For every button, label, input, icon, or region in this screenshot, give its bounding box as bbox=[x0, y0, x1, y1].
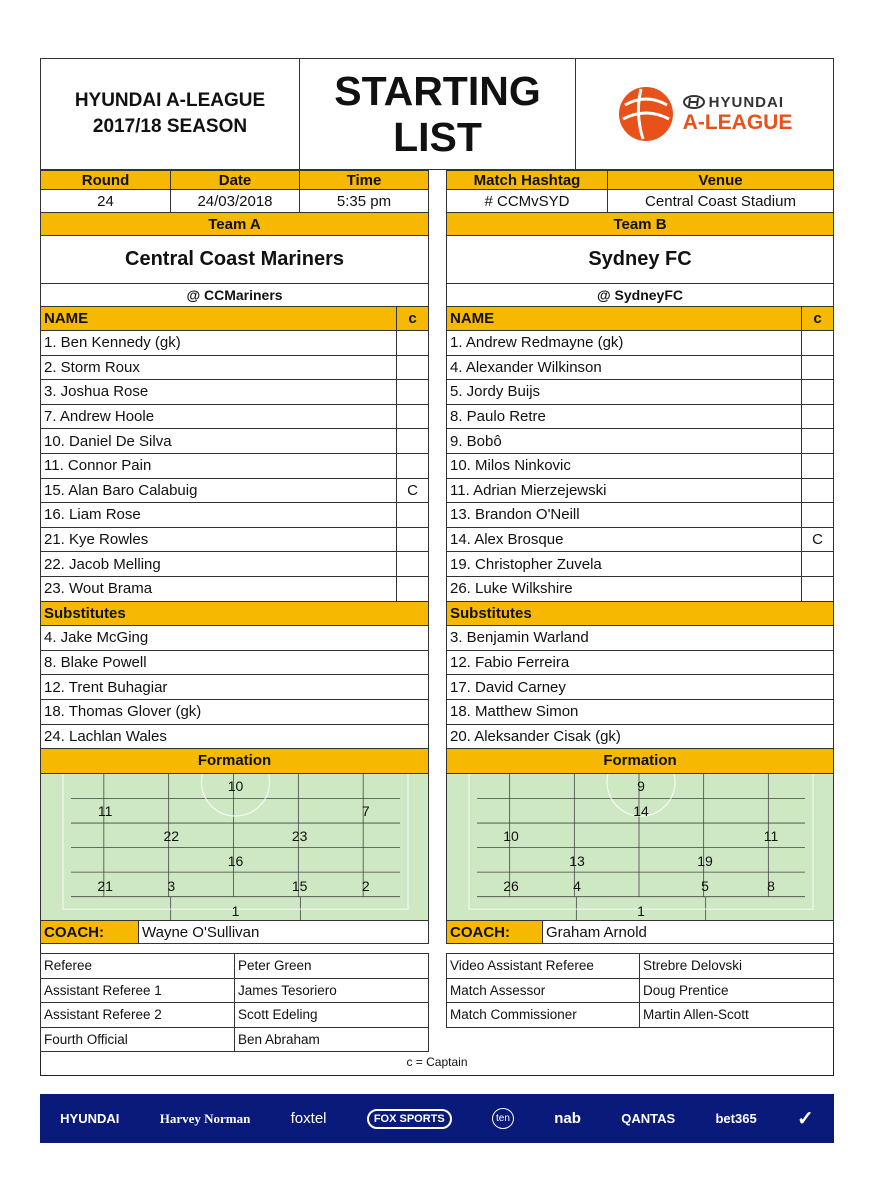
team-b-formation-player-number: 26 bbox=[503, 877, 519, 894]
sponsor-hyundai: HYUNDAI bbox=[60, 1111, 120, 1126]
document-title-line2: LIST bbox=[393, 114, 482, 160]
team-b-player-row: 1. Andrew Redmayne (gk) bbox=[446, 330, 802, 356]
team-b-formation-pitch bbox=[446, 773, 834, 921]
date-label: Date bbox=[170, 170, 300, 190]
team-b-handle: @ SydneyFC bbox=[446, 283, 834, 307]
team-b-sub-row: 20. Aleksander Cisak (gk) bbox=[446, 724, 834, 750]
venue-label: Venue bbox=[607, 170, 834, 190]
team-b-player-row: 11. Adrian Mierzejewski bbox=[446, 478, 802, 504]
team-a-formation-player-number: 1 bbox=[231, 902, 240, 919]
team-a-captain-cell bbox=[396, 502, 429, 528]
team-a-formation-pitch bbox=[40, 773, 429, 921]
team-b-player-row: 9. Bobô bbox=[446, 428, 802, 454]
team-a-formation-player-number: 10 bbox=[227, 777, 244, 794]
team-a-player-row: 22. Jacob Melling bbox=[40, 551, 397, 577]
team-a-captain-cell bbox=[396, 355, 429, 381]
team-a-captain-cell: C bbox=[396, 478, 429, 504]
team-a-formation-player-number: 16 bbox=[227, 852, 244, 869]
team-a-captain-cell bbox=[396, 379, 429, 405]
sponsor-foxtel: foxtel bbox=[290, 1110, 327, 1127]
a-league-logo-box bbox=[575, 58, 834, 170]
team-b-formation-player-number: 1 bbox=[637, 902, 645, 919]
sponsor-nike: ✓ bbox=[797, 1108, 814, 1130]
hashtag-value: # CCMvSYD bbox=[446, 189, 608, 213]
team-b-captain-cell bbox=[801, 453, 834, 479]
team-a-name-header: NAME bbox=[40, 306, 397, 331]
team-b-captain-cell bbox=[801, 428, 834, 454]
team-a-formation-player-number: 15 bbox=[291, 877, 308, 894]
team-b-player-row: 26. Luke Wilkshire bbox=[446, 576, 802, 602]
team-b-formation-player-number: 5 bbox=[701, 877, 709, 894]
team-a-player-row: 11. Connor Pain bbox=[40, 453, 397, 479]
team-b-captain-cell bbox=[801, 404, 834, 430]
team-b-player-row: 19. Christopher Zuvela bbox=[446, 551, 802, 577]
team-a-player-row: 2. Storm Roux bbox=[40, 355, 397, 381]
team-a-sub-row: 12. Trent Buhagiar bbox=[40, 674, 429, 700]
sponsor-bet365: bet365 bbox=[715, 1111, 757, 1126]
sponsor-qantas: QANTAS bbox=[621, 1111, 676, 1126]
team-a-captain-header: c bbox=[396, 306, 429, 331]
team-b-formation-player-number: 19 bbox=[697, 852, 713, 869]
official-name: Ben Abraham bbox=[234, 1027, 429, 1053]
time-label: Time bbox=[299, 170, 429, 190]
team-b-player-row: 13. Brandon O'Neill bbox=[446, 502, 802, 528]
hashtag-label: Match Hashtag bbox=[446, 170, 608, 190]
official-name: James Tesoriero bbox=[234, 978, 429, 1004]
document-title-line1: STARTING bbox=[334, 68, 541, 114]
team-a-sub-row: 4. Jake McGing bbox=[40, 625, 429, 651]
sponsor-ten: ten bbox=[492, 1108, 514, 1129]
team-b-formation-player-number: 10 bbox=[503, 827, 519, 844]
official-role: Referee bbox=[40, 953, 235, 979]
team-a-captain-cell bbox=[396, 330, 429, 356]
team-a-pitch-markings bbox=[41, 774, 429, 921]
team-a-captain-cell bbox=[396, 404, 429, 430]
team-b-coach-name: Graham Arnold bbox=[542, 920, 834, 944]
team-a-player-row: 16. Liam Rose bbox=[40, 502, 397, 528]
team-b-sub-row: 17. David Carney bbox=[446, 674, 834, 700]
team-a-formation-player-number: 7 bbox=[361, 802, 370, 819]
official-name: Scott Edeling bbox=[234, 1002, 429, 1028]
team-a-heading: Team A bbox=[40, 212, 429, 236]
team-a-handle: @ CCMariners bbox=[40, 283, 429, 307]
team-b-formation-player-number: 13 bbox=[569, 852, 585, 869]
team-a-formation-player-number: 11 bbox=[97, 802, 113, 819]
official-role: Assistant Referee 1 bbox=[40, 978, 235, 1004]
venue-value: Central Coast Stadium bbox=[607, 189, 834, 213]
team-b-captain-header: c bbox=[801, 306, 834, 331]
team-b-captain-cell bbox=[801, 478, 834, 504]
sponsor-nab: nab bbox=[554, 1110, 581, 1127]
logo-league-text: A-LEAGUE bbox=[682, 110, 793, 134]
official-role: Video Assistant Referee bbox=[446, 953, 640, 979]
team-a-formation-player-number: 3 bbox=[167, 877, 176, 894]
team-a-captain-cell bbox=[396, 527, 429, 553]
season-label: 2017/18 SEASON bbox=[92, 116, 248, 137]
league-name: HYUNDAI A-LEAGUE bbox=[74, 90, 266, 111]
team-b-sub-row: 18. Matthew Simon bbox=[446, 699, 834, 725]
team-a-sub-row: 8. Blake Powell bbox=[40, 650, 429, 676]
team-b-captain-cell bbox=[801, 330, 834, 356]
team-b-captain-cell bbox=[801, 355, 834, 381]
official-role: Assistant Referee 2 bbox=[40, 1002, 235, 1028]
team-b-captain-cell bbox=[801, 379, 834, 405]
team-b-player-row: 8. Paulo Retre bbox=[446, 404, 802, 430]
team-b-heading: Team B bbox=[446, 212, 834, 236]
team-a-captain-cell bbox=[396, 428, 429, 454]
team-a-formation-player-number: 22 bbox=[163, 827, 180, 844]
team-a-coach-label: COACH: bbox=[40, 920, 139, 944]
team-b-sub-row: 12. Fabio Ferreira bbox=[446, 650, 834, 676]
team-a-player-row: 15. Alan Baro Calabuig bbox=[40, 478, 397, 504]
a-league-ball-icon bbox=[617, 85, 675, 143]
team-a-formation-player-number: 2 bbox=[361, 877, 370, 894]
team-a-formation-player-number: 23 bbox=[291, 827, 308, 844]
team-a-coach-name: Wayne O'Sullivan bbox=[138, 920, 429, 944]
team-b-formation-player-number: 4 bbox=[573, 877, 581, 894]
team-a-player-row: 3. Joshua Rose bbox=[40, 379, 397, 405]
team-b-captain-cell bbox=[801, 502, 834, 528]
team-a-player-row: 23. Wout Brama bbox=[40, 576, 397, 602]
team-b-formation-header: Formation bbox=[446, 748, 834, 774]
team-b-player-row: 10. Milos Ninkovic bbox=[446, 453, 802, 479]
team-b-captain-cell bbox=[801, 551, 834, 577]
team-a-formation-player-number: 21 bbox=[97, 877, 113, 894]
sponsor-fox-sports: FOX SPORTS bbox=[367, 1109, 452, 1129]
team-b-formation-player-number: 8 bbox=[767, 877, 775, 894]
team-b-name: Sydney FC bbox=[446, 235, 834, 284]
round-value: 24 bbox=[40, 189, 171, 213]
league-title-box bbox=[40, 58, 300, 170]
team-a-sub-row: 18. Thomas Glover (gk) bbox=[40, 699, 429, 725]
document-title-box bbox=[299, 58, 576, 170]
hyundai-logo-icon bbox=[683, 95, 705, 109]
team-b-captain-cell: C bbox=[801, 527, 834, 553]
sponsor-bar bbox=[40, 1094, 834, 1143]
team-a-player-row: 1. Ben Kennedy (gk) bbox=[40, 330, 397, 356]
official-name: Martin Allen-Scott bbox=[639, 1002, 834, 1028]
official-role: Fourth Official bbox=[40, 1027, 235, 1053]
team-b-sub-row: 3. Benjamin Warland bbox=[446, 625, 834, 651]
team-a-sub-row: 24. Lachlan Wales bbox=[40, 724, 429, 750]
date-value: 24/03/2018 bbox=[170, 189, 300, 213]
team-b-player-row: 14. Alex Brosque bbox=[446, 527, 802, 553]
team-a-substitutes-header: Substitutes bbox=[40, 601, 429, 627]
team-a-player-row: 10. Daniel De Silva bbox=[40, 428, 397, 454]
official-name: Strebre Delovski bbox=[639, 953, 834, 979]
official-role: Match Commissioner bbox=[446, 1002, 640, 1028]
captain-note: c = Captain bbox=[406, 1055, 468, 1069]
team-a-captain-cell bbox=[396, 453, 429, 479]
team-b-pitch-markings bbox=[447, 774, 834, 921]
team-b-name-header: NAME bbox=[446, 306, 802, 331]
team-a-player-row: 21. Kye Rowles bbox=[40, 527, 397, 553]
logo-brand-text: HYUNDAI bbox=[708, 93, 784, 111]
team-b-formation-player-number: 14 bbox=[633, 802, 649, 819]
time-value: 5:35 pm bbox=[299, 189, 429, 213]
team-b-formation-player-number: 9 bbox=[637, 777, 645, 794]
team-b-substitutes-header: Substitutes bbox=[446, 601, 834, 627]
team-a-formation-header: Formation bbox=[40, 748, 429, 774]
team-a-player-row: 7. Andrew Hoole bbox=[40, 404, 397, 430]
team-b-formation-player-number: 11 bbox=[763, 827, 779, 844]
team-b-captain-cell bbox=[801, 576, 834, 602]
official-role: Match Assessor bbox=[446, 978, 640, 1004]
official-name: Peter Green bbox=[234, 953, 429, 979]
team-b-coach-label: COACH: bbox=[446, 920, 543, 944]
team-b-player-row: 5. Jordy Buijs bbox=[446, 379, 802, 405]
official-name: Doug Prentice bbox=[639, 978, 834, 1004]
sponsor-harvey-norman: Harvey Norman bbox=[159, 1110, 251, 1126]
team-a-captain-cell bbox=[396, 576, 429, 602]
team-a-name: Central Coast Mariners bbox=[40, 235, 429, 284]
round-label: Round bbox=[40, 170, 171, 190]
team-b-player-row: 4. Alexander Wilkinson bbox=[446, 355, 802, 381]
team-a-captain-cell bbox=[396, 551, 429, 577]
